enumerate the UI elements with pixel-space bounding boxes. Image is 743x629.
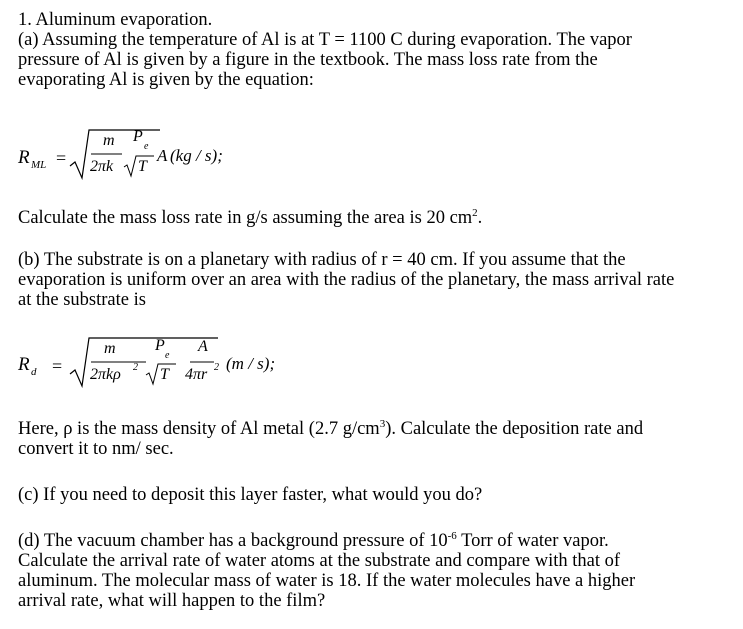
part-b-here-sup: 3 [379, 418, 386, 430]
eq-b-P-sub: e [165, 350, 170, 361]
eq-b-equals: = [52, 356, 63, 376]
part-a-line-2: pressure of Al is given by a figure in the textbook. The mass loss rate from the [18, 50, 598, 70]
problem-heading-block [18, 10, 733, 90]
part-b-line-3: at the substrate is [18, 290, 146, 310]
part-d-line-3: aluminum. The molecular mass of water is 18. If the water molecules have a higher [18, 571, 636, 591]
eq-b-4pir: 4πr [185, 366, 208, 383]
eq-b-P: P [155, 337, 165, 354]
part-d-line-2: Calculate the arrival rate of water atoms at the substrate and compare with that of [18, 551, 621, 571]
part-b-density [18, 419, 733, 459]
part-d-line-4: arrival rate, what will happen to the film? [18, 591, 326, 611]
eq-a-P: P [133, 128, 143, 145]
part-a-calc-sup: 2 [472, 207, 478, 219]
eq-a-equals: = [56, 148, 67, 168]
eq-a-lhs-sub: ML [31, 159, 47, 171]
part-d-line-1a: (d) The vacuum chamber has a background pressure of 10 [18, 531, 448, 551]
eq-a-P-sub: e [144, 141, 149, 152]
eq-b-denominator-sup: 2 [133, 362, 138, 373]
eq-a-lhs: R [18, 147, 30, 168]
part-b-line-1: (b) The substrate is on a planetary with radius of r = 40 cm. If you assume that the [18, 250, 626, 270]
part-a-line-3: evaporating Al is given by the equation: [18, 70, 314, 90]
part-a-calc-end: . [477, 208, 483, 228]
eq-b-4pir-sup: 2 [214, 362, 219, 373]
eq-b-denominator: 2πkρ [90, 366, 121, 383]
part-d-line-1-sup: -6 [447, 530, 457, 542]
eq-b-m: m [104, 340, 116, 357]
part-b-here-1: Here, ρ is the mass density of Al metal (2.7 g/cm [18, 419, 380, 439]
part-b-here-2: ). Calculate the deposition rate and [385, 419, 644, 439]
eq-a-A: A [157, 146, 168, 165]
part-d-line-1b: Torr of water vapor. [456, 531, 609, 551]
eq-a-T: T [138, 158, 147, 175]
part-a-calc-text: Calculate the mass loss rate in g/s assuming the area is 20 cm [18, 208, 473, 228]
part-a-line-1: (a) Assuming the temperature of Al is at T = 1100 C during evaporation. The vapor [18, 30, 632, 50]
part-c-text: (c) If you need to deposit this layer faster, what would you do? [18, 485, 483, 505]
part-b-line-2: evaporation is uniform over an area with the radius of the planetary, the mass arrival rate [18, 270, 675, 290]
part-d-block [18, 531, 733, 611]
eq-b-lhs-sub: d [31, 366, 37, 378]
eq-b-T: T [160, 366, 169, 383]
eq-a-m: m [103, 132, 115, 149]
eq-a-denominator: 2πk [90, 158, 114, 175]
eq-b-units: (m / s); [226, 354, 276, 373]
eq-b-A: A [198, 338, 208, 355]
problem-title: 1. Aluminum evaporation. [18, 10, 213, 30]
part-a-calculate [18, 208, 733, 228]
part-b-block [18, 250, 733, 310]
eq-b-lhs: R [18, 354, 30, 375]
eq-a-units: (kg / s); [170, 146, 223, 165]
part-c [18, 485, 733, 505]
part-b-here-line-2: convert it to nm/ sec. [18, 439, 174, 459]
